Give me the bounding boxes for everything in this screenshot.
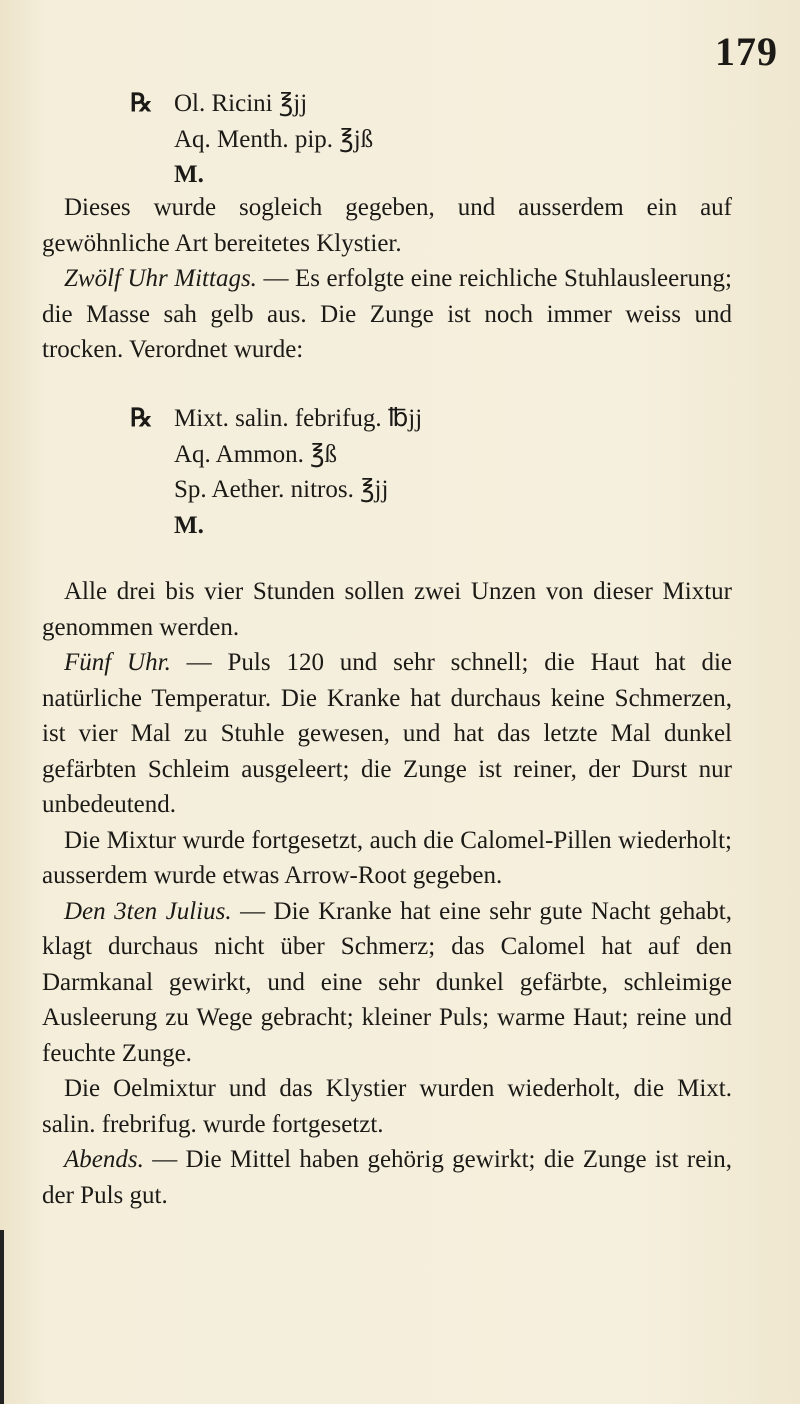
- prescription-line: Sp. Aether. nitros. ℥jj: [174, 476, 389, 503]
- recipe-symbol: ℞: [130, 405, 153, 432]
- body-text-top: [42, 190, 732, 368]
- prescription-1: [130, 86, 373, 193]
- prescription-line: Ol. Ricini ℥jj: [174, 90, 308, 117]
- prescription-line: M.: [174, 161, 204, 188]
- paragraph: Alle drei bis vier Stunden sollen zwei Unzen von dieser Mixtur genommen werden.: [42, 578, 732, 641]
- page-edge-shadow: [0, 1230, 4, 1404]
- recipe-symbol: ℞: [130, 90, 153, 117]
- paragraph: Dieses wurde sogleich gegeben, und ausserdem ein auf gewöhnliche Art bereitetes Klystier.: [42, 194, 732, 257]
- time-label: Zwölf Uhr Mittags.: [64, 265, 257, 292]
- paragraph: Die Mixtur wurde fortgesetzt, auch die Calomel-Pillen wiederholt; ausserdem wurde etwas Arrow-Root gegeben.: [42, 826, 732, 889]
- paragraph: Zwölf Uhr Mittags. — Es erfolgte eine reichliche Stuhlausleerung; die Masse sah gelb aus. Die Zunge ist noch immer weiss und trocken. Verordnet wurde:: [42, 265, 732, 363]
- paragraph: Den 3ten Julius. — Die Kranke hat eine sehr gute Nacht gehabt, klagt durchaus nicht über Schmerz; das Calomel hat auf den Darmkanal gewirkt, und eine sehr dunkel gefärbte, schleimige Ausleerung zu Wege gebracht; kleiner Puls; warme Haut; reine und feuchte Zunge.: [42, 897, 732, 1067]
- page-number: 179: [715, 29, 778, 74]
- date-label: Den 3ten Julius.: [64, 897, 232, 925]
- time-label: Abends.: [64, 1146, 144, 1173]
- prescription-line: Aq. Menth. pip. ℥jß: [174, 125, 374, 153]
- prescription-line: M.: [174, 511, 204, 539]
- paragraph: Abends. — Die Mittel haben gehörig gewirkt; die Zunge ist rein, der Puls gut.: [42, 1146, 732, 1209]
- body-text-bottom: [42, 574, 732, 1213]
- prescription-line: Aq. Ammon. ℥ß: [174, 440, 338, 468]
- prescription-line: Mixt. salin. febrifug. ℔jj: [174, 405, 423, 432]
- paragraph: Fünf Uhr. — Puls 120 und sehr schnell; die Haut hat die natürliche Temperatur. Die Kranke hat durchaus keine Schmerzen, ist vier Mal zu Stuhle gewesen, und hat das letzte Mal dunkel gefärbten Schleim ausgeleert; die Zunge ist reiner, der Durst nur unbedeutend.: [42, 649, 732, 818]
- time-label: Fünf Uhr.: [64, 649, 171, 676]
- paragraph: Die Oelmixtur und das Klystier wurden wiederholt, die Mixt. salin. frebrifug. wurde fortgesetzt.: [42, 1075, 732, 1138]
- prescription-2: [130, 401, 422, 543]
